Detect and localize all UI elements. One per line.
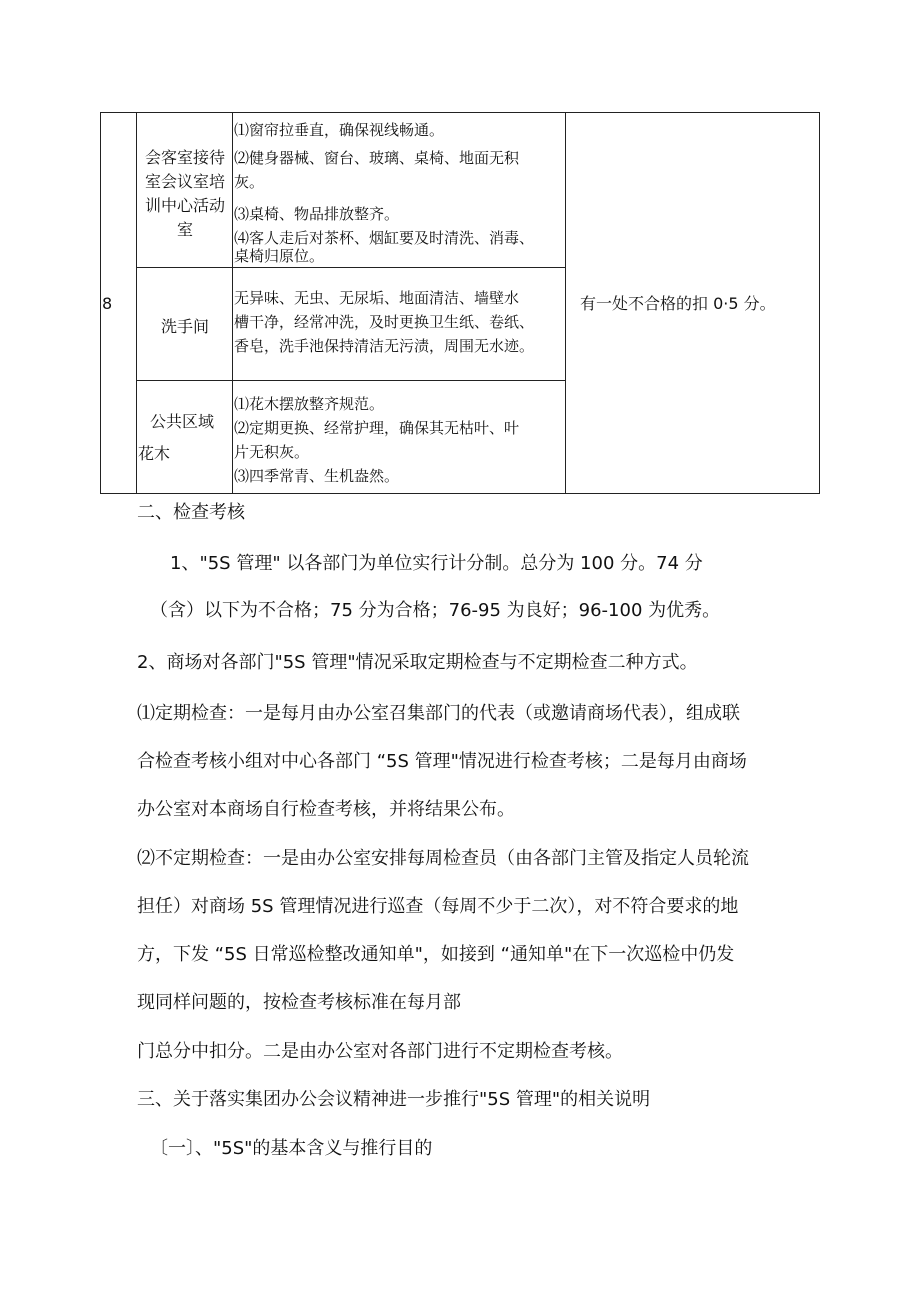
- scoring-paragraph-line-1: 1、"5S 管理" 以各部门为单位实行计分制。总分为 100 分。74 分: [170, 553, 703, 574]
- irregular-inspection-line-1: ⑵不定期检查：一是由办公室安排每周检查员（由各部门主管及指定人员轮流: [137, 848, 749, 869]
- irregular-inspection-line-3: 方，下发 “5S 日常巡检整改通知单"，如接到 “通知单"在下一次巡检中仍发: [137, 944, 735, 965]
- inspection-methods-paragraph: 2、商场对各部门"5S 管理"情况采取定期检查与不定期检查二种方式。: [137, 652, 698, 673]
- area-line: 室会议室培: [144, 172, 225, 191]
- requirement-line: ⑶四季常青、生机盎然。: [234, 467, 400, 485]
- irregular-inspection-line-2: 担任）对商场 5S 管理情况进行巡查（每周不少于二次），对不符合要求的地: [137, 896, 739, 917]
- area-line: 花木: [138, 444, 171, 463]
- requirement-line: ⑵定期更换、经常护理，确保其无枯叶、叶: [234, 419, 520, 437]
- requirement-line: 无异味、无虫、无尿垢、地面清洁、墙壁水: [234, 289, 520, 307]
- requirement-line: 香皂，洗手池保持清洁无污渍，周围无水迹。: [234, 337, 535, 355]
- requirement-line: ⑴窗帘拉垂直，确保视线畅通。: [234, 121, 445, 139]
- subsection-title-5s-meaning: 〔一〕、"5S"的基本含义与推行目的: [150, 1138, 433, 1159]
- scoring-paragraph-line-2: （含）以下为不合格；75 分为合格；76-95 为良好；96-100 为优秀。: [150, 600, 721, 621]
- table-col-divider-3: [565, 112, 566, 494]
- row-number: 8: [102, 294, 113, 313]
- requirement-line: 桌椅归原位。: [234, 247, 325, 265]
- table-bottom-border: [100, 493, 820, 494]
- table-right-border: [819, 112, 820, 494]
- irregular-inspection-line-5: 门总分中扣分。二是由办公室对各部门进行不定期检查考核。: [137, 1041, 623, 1062]
- area-public-plants: [138, 410, 232, 466]
- area-meeting-rooms: [138, 146, 232, 242]
- table-left-border: [100, 112, 101, 494]
- table-col-divider-2: [232, 112, 233, 494]
- inspection-table: [100, 112, 820, 494]
- requirement-line: 灰。: [234, 173, 265, 191]
- table-top-border: [100, 112, 820, 113]
- area-line: 训中心活动: [144, 196, 225, 215]
- requirement-line: ⑵健身器械、窗台、玻璃、桌椅、地面无积: [234, 149, 520, 167]
- area-restroom: [138, 315, 232, 339]
- section-title-5s-explanation: 三、关于落实集团办公会议精神进一步推行"5S 管理"的相关说明: [137, 1089, 651, 1110]
- penalty-text: 有一处不合格的扣 0·5 分。: [580, 294, 776, 313]
- area-line: 室: [176, 220, 193, 239]
- requirement-line: ⑴花木摆放整齐规范。: [234, 395, 385, 413]
- regular-inspection-line-3: 办公室对本商场自行检查考核，并将结果公布。: [137, 799, 515, 820]
- requirements-restroom: [234, 286, 564, 358]
- requirement-line: ⑶桌椅、物品排放整齐。: [234, 205, 400, 223]
- irregular-inspection-line-4: 现同样问题的，按检查考核标准在每月部: [137, 992, 461, 1013]
- requirements-meeting-rooms: [234, 118, 564, 268]
- table-col-divider-1: [136, 112, 137, 494]
- area-line: 会客室接待: [144, 148, 225, 167]
- regular-inspection-line-2: 合检查考核小组对中心各部门 “5S 管理"情况进行检查考核；二是每月由商场: [137, 751, 747, 772]
- area-line: 洗手间: [160, 317, 209, 336]
- requirement-line: 片无积灰。: [234, 443, 310, 461]
- area-line: 公共区域: [150, 412, 215, 431]
- requirement-line: 槽干净，经常冲洗，及时更换卫生纸、卷纸、: [234, 313, 535, 331]
- regular-inspection-line-1: ⑴定期检查：一是每月由办公室召集部门的代表（或邀请商场代表），组成联: [137, 703, 740, 724]
- requirements-public-plants: [234, 392, 564, 488]
- requirement-line: ⑷客人走后对茶杯、烟缸要及时清洗、消毒、: [234, 229, 535, 247]
- table-row-divider-2: [136, 380, 566, 381]
- section-title-inspection: 二、检查考核: [137, 502, 245, 523]
